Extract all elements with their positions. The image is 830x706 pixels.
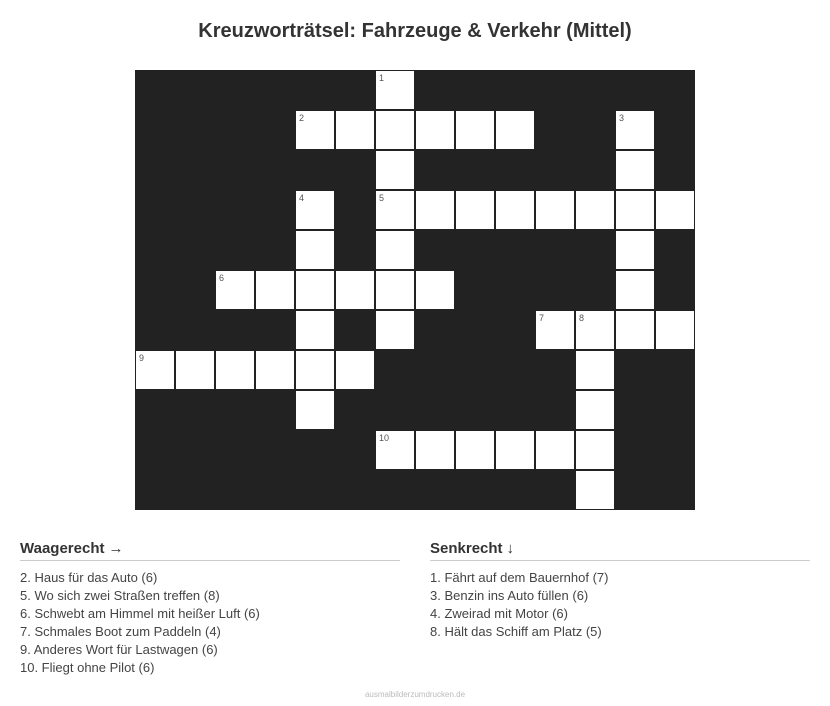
clue-number: 6 [219, 273, 225, 283]
grid-cell[interactable] [375, 270, 415, 310]
across-clue: 6. Schwebt am Himmel mit heißer Luft (6) [20, 606, 260, 621]
grid-cell[interactable] [615, 110, 655, 150]
grid-cell[interactable] [135, 350, 175, 390]
clue-number: 1 [379, 73, 385, 83]
grid-cell[interactable] [455, 110, 495, 150]
across-clue: 2. Haus für das Auto (6) [20, 570, 158, 585]
puzzle-title: Kreuzworträtsel: Fahrzeuge & Verkehr (Mittel) [198, 20, 632, 42]
down-heading [430, 540, 810, 561]
grid-cell[interactable] [335, 350, 375, 390]
grid-cell[interactable] [535, 430, 575, 470]
grid-cell[interactable] [295, 110, 335, 150]
grid-cell[interactable] [655, 190, 695, 230]
across-heading-label: Waagerecht [20, 540, 105, 557]
crossword-grid [135, 70, 695, 510]
arrow-down-icon: ↓ [506, 540, 515, 557]
grid-cell[interactable] [575, 310, 615, 350]
clue-number: 7 [539, 313, 545, 323]
grid-cell[interactable] [295, 350, 335, 390]
clue-number: 9 [139, 353, 145, 363]
grid-cell[interactable] [495, 190, 535, 230]
grid-cell[interactable] [415, 430, 455, 470]
grid-cell[interactable] [615, 230, 655, 270]
grid-cell[interactable] [615, 270, 655, 310]
down-heading-label: Senkrecht [430, 540, 503, 557]
grid-cell[interactable] [415, 270, 455, 310]
grid-cell[interactable] [615, 190, 655, 230]
grid-cell[interactable] [295, 310, 335, 350]
grid-cell[interactable] [255, 350, 295, 390]
grid-cell[interactable] [335, 270, 375, 310]
grid-cell[interactable] [375, 110, 415, 150]
down-clue-list [430, 569, 810, 641]
down-clues [430, 540, 810, 641]
grid-cell[interactable] [375, 430, 415, 470]
down-clue: 1. Fährt auf dem Bauernhof (7) [430, 570, 609, 585]
across-clue: 9. Anderes Wort für Lastwagen (6) [20, 642, 218, 657]
grid-cell[interactable] [255, 270, 295, 310]
down-clue: 8. Hält das Schiff am Platz (5) [430, 624, 602, 639]
grid-cell[interactable] [375, 230, 415, 270]
grid-cell[interactable] [575, 390, 615, 430]
grid-cell[interactable] [295, 190, 335, 230]
grid-cell[interactable] [295, 230, 335, 270]
clue-number: 3 [619, 113, 625, 123]
grid-cell[interactable] [295, 390, 335, 430]
grid-cell[interactable] [615, 150, 655, 190]
grid-cell[interactable] [495, 430, 535, 470]
grid-cell[interactable] [215, 270, 255, 310]
across-heading [20, 540, 400, 561]
down-clue: 4. Zweirad mit Motor (6) [430, 606, 568, 621]
clue-number: 4 [299, 193, 305, 203]
grid-cell[interactable] [535, 310, 575, 350]
grid-cell[interactable] [335, 110, 375, 150]
grid-cell[interactable] [375, 310, 415, 350]
grid-cell[interactable] [575, 430, 615, 470]
grid-cell[interactable] [375, 70, 415, 110]
across-clue: 7. Schmales Boot zum Paddeln (4) [20, 624, 221, 639]
grid-cell[interactable] [455, 430, 495, 470]
footer-credit: ausmalbilderzumdrucken.de [364, 690, 466, 699]
grid-cell[interactable] [455, 190, 495, 230]
clue-number: 8 [579, 313, 585, 323]
grid-cell[interactable] [415, 110, 455, 150]
grid-cell[interactable] [535, 190, 575, 230]
arrow-right-icon: → [108, 540, 124, 557]
grid-cell[interactable] [575, 470, 615, 510]
grid-cell[interactable] [615, 310, 655, 350]
clue-number: 2 [299, 113, 305, 123]
grid-cell[interactable] [375, 150, 415, 190]
clue-number: 5 [379, 193, 385, 203]
down-clue: 3. Benzin ins Auto füllen (6) [430, 588, 589, 603]
grid-cell[interactable] [655, 310, 695, 350]
across-clue: 10. Fliegt ohne Pilot (6) [20, 660, 155, 675]
across-clue-list [20, 569, 400, 677]
across-clues [20, 540, 400, 677]
grid-cell[interactable] [495, 110, 535, 150]
grid-cell[interactable] [415, 190, 455, 230]
grid-cell[interactable] [575, 190, 615, 230]
grid-cell[interactable] [575, 350, 615, 390]
grid-cell[interactable] [295, 270, 335, 310]
grid-cell[interactable] [175, 350, 215, 390]
across-clue: 5. Wo sich zwei Straßen treffen (8) [20, 588, 220, 603]
grid-cell[interactable] [375, 190, 415, 230]
grid-cell[interactable] [215, 350, 255, 390]
clue-number: 10 [379, 433, 390, 443]
